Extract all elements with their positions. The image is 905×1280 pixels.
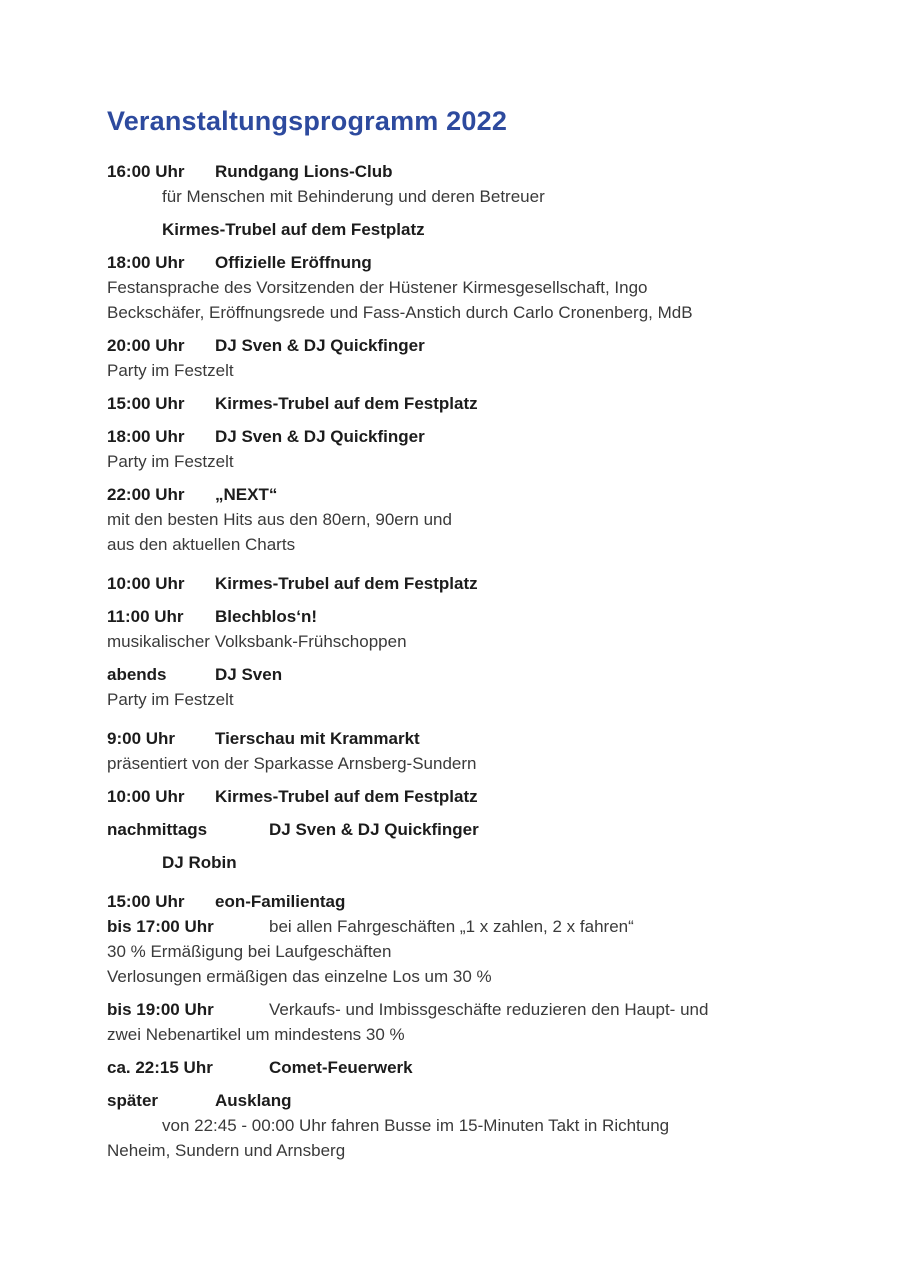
- entry-title: Kirmes-Trubel auf dem Festplatz: [215, 394, 478, 413]
- entry-description: Verlosungen ermäßigen das einzelne Los um 30 %: [107, 967, 492, 986]
- entry-line: [107, 1022, 810, 1047]
- entry-title: DJ Sven & DJ Quickfinger: [215, 336, 425, 355]
- entry-line: [107, 250, 810, 275]
- entry-line: [107, 726, 810, 751]
- program-entry: [107, 1088, 810, 1163]
- entry-title: DJ Sven & DJ Quickfinger: [215, 427, 425, 446]
- entry-time: bis 17:00 Uhr: [107, 917, 214, 936]
- entry-line: [107, 159, 810, 184]
- entry-line: [107, 449, 810, 474]
- entry-description: aus den aktuellen Charts: [107, 535, 296, 554]
- entry-title: Kirmes-Trubel auf dem Festplatz: [215, 787, 478, 806]
- entry-line: [107, 784, 810, 809]
- entry-description: mit den besten Hits aus den 80ern, 90ern und: [107, 510, 452, 529]
- program-entry: [107, 784, 810, 809]
- page-title: Veranstaltungsprogramm 2022: [107, 106, 508, 136]
- entry-title: Offizielle Eröffnung: [215, 253, 372, 272]
- entry-time: abends: [107, 665, 167, 684]
- entry-time: 15:00 Uhr: [107, 892, 185, 911]
- entry-line: [107, 184, 810, 209]
- program-entry: [107, 333, 810, 383]
- entry-description: Verkaufs- und Imbissgeschäfte reduzieren den Haupt- und: [269, 1000, 709, 1019]
- entry-title: Rundgang Lions-Club: [215, 162, 393, 181]
- program-entry: [107, 997, 810, 1047]
- entry-description: 30 % Ermäßigung bei Laufgeschäften: [107, 942, 392, 961]
- entry-line: [107, 482, 810, 507]
- entry-line: [107, 997, 810, 1022]
- entry-line: [107, 604, 810, 629]
- entry-line: [107, 358, 810, 383]
- entry-line: [107, 1138, 810, 1163]
- entry-title: Comet-Feuerwerk: [269, 1058, 413, 1077]
- entry-time: 18:00 Uhr: [107, 427, 185, 446]
- entry-time: nachmittags: [107, 820, 208, 839]
- program-entry: [107, 817, 810, 842]
- entry-title: DJ Sven & DJ Quickfinger: [269, 820, 479, 839]
- entry-title: Blechblos‘n!: [215, 607, 318, 626]
- entry-title: DJ Sven: [215, 665, 283, 684]
- entry-line: [107, 964, 810, 989]
- entry-line: [107, 217, 810, 242]
- entry-line: [107, 1113, 810, 1138]
- entry-line: [107, 629, 810, 654]
- entry-line: [107, 939, 810, 964]
- entry-description: Party im Festzelt: [107, 452, 234, 471]
- entry-line: [107, 507, 810, 532]
- entry-line: [107, 571, 810, 596]
- entry-line: [107, 275, 810, 300]
- entry-line: [107, 532, 810, 557]
- entry-title: eon-Familientag: [215, 892, 346, 911]
- entry-title: Tierschau mit Krammarkt: [215, 729, 420, 748]
- entry-title: Kirmes-Trubel auf dem Festplatz: [215, 574, 478, 593]
- program-entry: [107, 726, 810, 776]
- entry-line: [107, 751, 810, 776]
- entry-time: 11:00 Uhr: [107, 607, 184, 626]
- entry-line: [107, 1088, 810, 1113]
- program-entry: [107, 850, 810, 875]
- entry-time: 10:00 Uhr: [107, 787, 185, 806]
- entry-description: für Menschen mit Behinderung und deren Betreuer: [162, 187, 545, 206]
- entry-time: 22:00 Uhr: [107, 485, 185, 504]
- program-entry: [107, 424, 810, 474]
- entry-time: ca. 22:15 Uhr: [107, 1058, 213, 1077]
- entry-description: Beckschäfer, Eröffnungsrede und Fass-Anstich durch Carlo Cronenberg, MdB: [107, 303, 693, 322]
- entry-description: Party im Festzelt: [107, 690, 234, 709]
- entry-line: [107, 914, 810, 939]
- entry-line: [107, 889, 810, 914]
- program-entry: [107, 159, 810, 209]
- entry-line: [107, 333, 810, 358]
- entry-description: bei allen Fahrgeschäften „1 x zahlen, 2 x fahren“: [269, 917, 634, 936]
- entry-title: Ausklang: [215, 1091, 292, 1110]
- entry-title: DJ Robin: [162, 853, 237, 872]
- entry-line: [107, 300, 810, 325]
- entry-description: präsentiert von der Sparkasse Arnsberg-Sundern: [107, 754, 477, 773]
- entry-line: [107, 1055, 810, 1080]
- entry-description: zwei Nebenartikel um mindestens 30 %: [107, 1025, 405, 1044]
- entry-time: 16:00 Uhr: [107, 162, 185, 181]
- program-entry: [107, 571, 810, 596]
- entry-description: Neheim, Sundern und Arnsberg: [107, 1141, 346, 1160]
- program-entry: [107, 604, 810, 654]
- program-entry: [107, 1055, 810, 1080]
- entry-line: [107, 850, 810, 875]
- program-entry: [107, 662, 810, 712]
- entry-description: musikalischer Volksbank-Frühschoppen: [107, 632, 407, 651]
- entry-description: von 22:45 - 00:00 Uhr fahren Busse im 15-Minuten Takt in Richtung: [162, 1116, 670, 1135]
- program-list: [107, 159, 810, 1163]
- entry-title: Kirmes-Trubel auf dem Festplatz: [162, 220, 425, 239]
- entry-time: bis 19:00 Uhr: [107, 1000, 214, 1019]
- entry-time: später: [107, 1091, 159, 1110]
- entry-title: „NEXT“: [215, 485, 278, 504]
- entry-line: [107, 817, 810, 842]
- entry-time: 10:00 Uhr: [107, 574, 185, 593]
- program-entry: [107, 482, 810, 557]
- entry-description: Party im Festzelt: [107, 361, 234, 380]
- entry-time: 18:00 Uhr: [107, 253, 185, 272]
- entry-line: [107, 662, 810, 687]
- entry-line: [107, 687, 810, 712]
- program-entry: [107, 250, 810, 325]
- entry-description: Festansprache des Vorsitzenden der Hüstener Kirmesgesellschaft, Ingo: [107, 278, 648, 297]
- program-entry: [107, 889, 810, 989]
- entry-line: [107, 391, 810, 416]
- entry-time: 9:00 Uhr: [107, 729, 176, 748]
- program-entry: [107, 391, 810, 416]
- entry-line: [107, 424, 810, 449]
- program-entry: [107, 217, 810, 242]
- entry-time: 15:00 Uhr: [107, 394, 185, 413]
- entry-time: 20:00 Uhr: [107, 336, 185, 355]
